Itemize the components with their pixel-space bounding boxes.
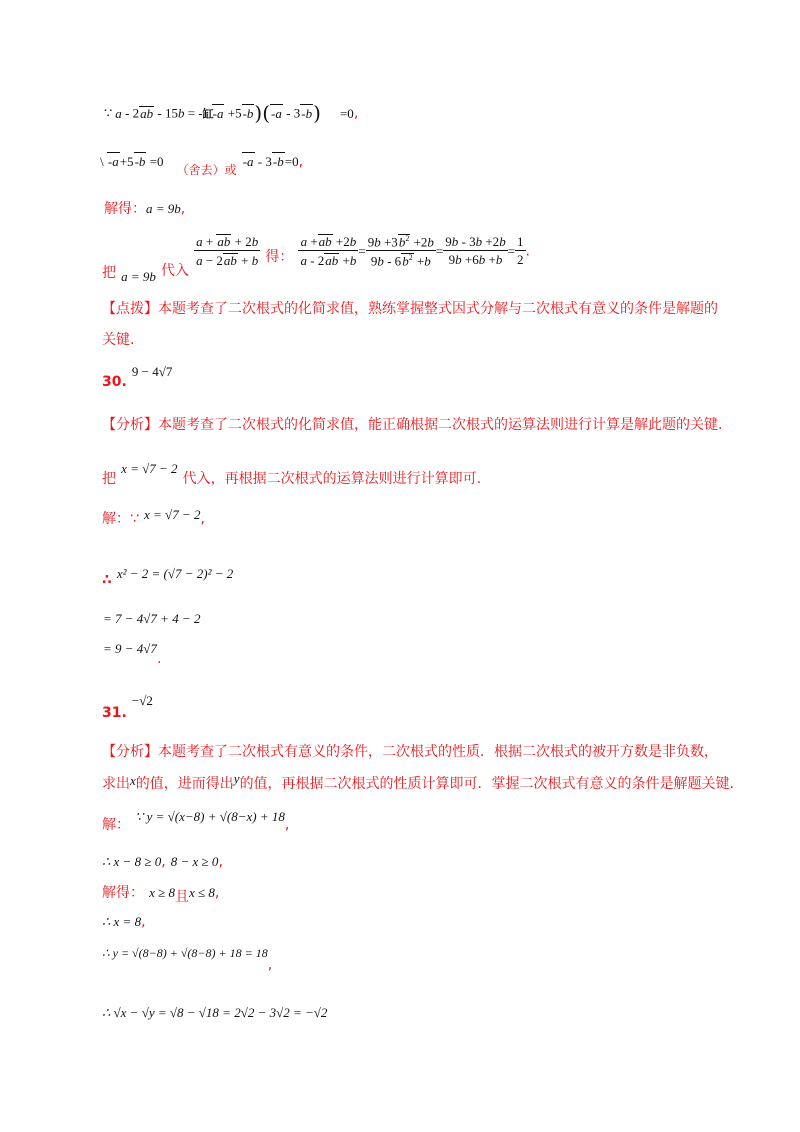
q31-sol-line-1: 解： ∵ y = √(x−8) + √(8−x) + 18,	[102, 809, 290, 833]
fraction-step-1: $\frac{a +ab +2b}{a - 2ab +b}$	[300, 234, 357, 269]
eq-line-4: 把 $_{a = 9b}$ 代入 $\frac{a + ab + 2b}{a - 2ab + b}$ 得： $\frac{a +ab +2b}{a - 2ab +b}$ = $\frac{9b +3b^2 +2b}{9b - 6b^2 +b}$ = $\frac{9b - 3b +2b}{9b +6b +b}$ = $\frac{1}{2}$ .	[102, 234, 530, 285]
eq-line-3: 解得：a = 9b,	[104, 201, 186, 217]
q31-answer: −√2	[131, 693, 153, 708]
q31-sol-line-5: ∴ y = √(8−8) + √(8−8) + 18 = 18,	[102, 946, 273, 973]
q31-fenxi-line-1: 【分析】本题考查了二次根式有意义的条件，二次根式的性质．根据二次根式的被开方数是非负数，	[102, 744, 718, 760]
q30-header	[102, 363, 173, 390]
eq-line-2: \ -a+5-b =0 $_{(舍去)或}$ -a - 3-b=0,	[100, 154, 304, 177]
fraction-step-3: $\frac{9b - 3b +2b}{9b +6b +b}$	[445, 234, 506, 268]
q30-fenxi: 【分析】本题考查了二次根式的化简求值，能正确根据二次根式的运算法则进行计算是解此题的关键.	[102, 417, 723, 433]
fraction-result: $\frac{1}{2}$	[517, 234, 524, 268]
q31-header	[102, 692, 153, 721]
q30-sol-line-2: ∴ x² − 2 = (√7 − 2)² − 2	[102, 566, 234, 588]
eq-line-1: ∵ a - 2ab - 15b = -缸-a +5-b)(-a - 3-b) =0,	[104, 101, 359, 125]
q30-sol-line-1: 解：∵ $^{x = √7 - 2}$,	[102, 507, 205, 527]
q30-sol-line-4: = 9 − 4√7.	[103, 641, 162, 667]
shequ-label: （舍去）或	[176, 163, 237, 177]
eq-line-1-tail: =0	[339, 105, 354, 121]
q31-sol-line-4: ∴ x = 8,	[102, 914, 146, 930]
q30-number: 30.	[102, 374, 127, 390]
fraction-step-2: $\frac{9b +3b^2 +2b}{9b - 6b^2 +b}$	[367, 234, 434, 269]
dianbo-line-2: 关键.	[102, 332, 135, 348]
q30-answer: 9 − 4√7	[131, 364, 173, 379]
dianbo-line-1: 【点拨】本题考查了二次根式的化简求值，熟练掌握整式因式分解与二次根式有意义的条件是解题的	[102, 301, 718, 317]
q30-fenxi-line-2: 把 x = √7 − 2 代入，再根据二次根式的运算法则进行计算即可.	[102, 461, 482, 487]
q31-fenxi-line-2: 求出x的值，进而得出$^y$的值，再根据二次根式的性质计算即可．掌握二次根式有意义的条件是解题关键.	[102, 771, 735, 792]
q31-sol-line-2: ∴ x − 8 ≥ 0, 8 − x ≥ 0,	[102, 854, 223, 870]
fraction-original: $\frac{a + ab + 2b}{a - 2ab + b}$	[196, 234, 259, 269]
q31-number: 31.	[102, 705, 127, 721]
q31-sol-line-6: ∴ √x − √y = √8 − √18 = 2√2 − 3√2 = −√2	[102, 1005, 328, 1020]
q31-sol-line-3: 解得： x ≥ 8且x ≤ 8,	[102, 885, 220, 905]
q30-sol-line-3: = 7 − 4√7 + 4 − 2	[103, 611, 201, 626]
